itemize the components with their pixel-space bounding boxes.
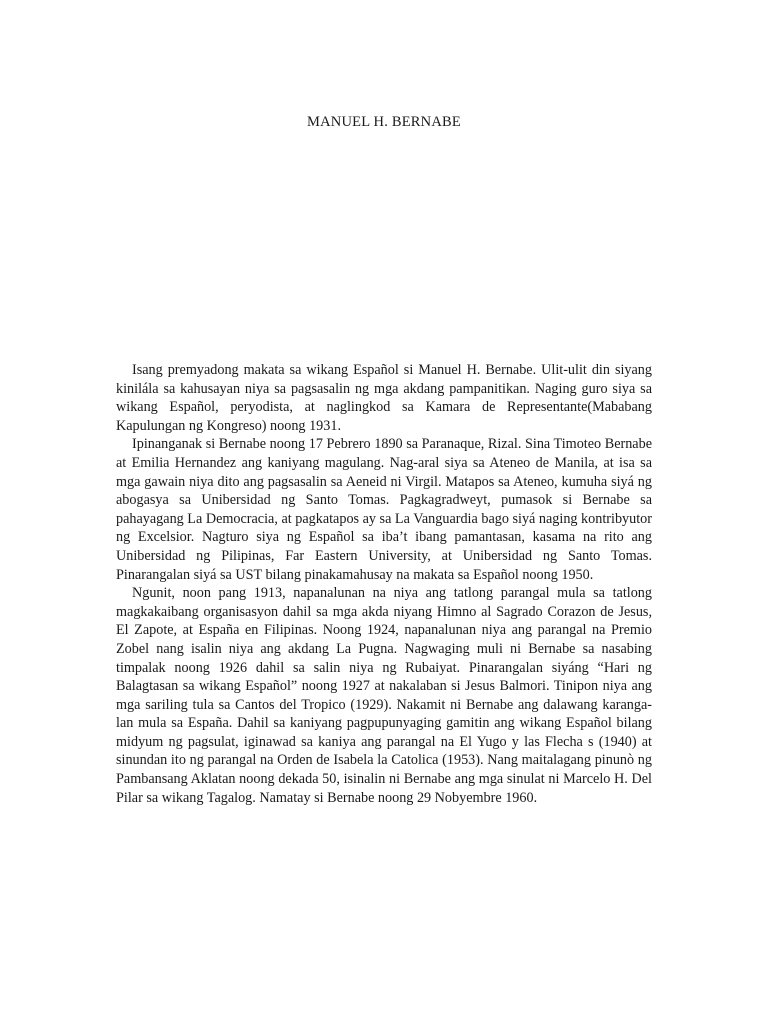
paragraph-awards: Ngunit, noon pang 1913, napanalunan na niya ang tatlong parangal mula sa tatlong magkakaibang organisasyon dahil sa mga akda niyang Himno al Sagrado Corazon de Jesus, El Zapote, at España en Filipinas. Noong 1924, napanalunan niya ang parangal na Premio Zobel nang isalin niya ang akdang La Pugna. Nagwaging muli ni Bernabe sa nasabing timpalak noong 1926 dahil sa salin niya ng Rubaiyat. Pinarangalan siyáng “Hari ng Balagtasan sa wikang Español” noong 1927 at nakalaban si Jesus Balmori. Tinipon niya ang mga sariling tula sa Cantos del Tropico (1929). Nakamit ni Bernabe ang dalawang karanga- lan mula sa España. Dahil sa kaniyang pagpupunyaging gamitin ang wikang Español bilang midyum ng pagsulat, iginawad sa kaniya ang parangal na El Yugo y las Flecha s (1940) at sinundan ito ng parangal na Orden de Isabela la Catolica (1953). Nang maitalagang pinunò ng Pambansang Aklatan noong dekada 50, isinalin ni Bernabe ang mga sinulat ni Marcelo H. Del Pilar sa wikang Tagalog. Namatay si Bernabe noong 29 Nobyembre 1960.	[116, 585, 652, 806]
paragraph-biography: Ipinanganak si Bernabe noong 17 Pebrero 1890 sa Paranaque, Rizal. Sina Timoteo Bernabe at Emilia Hernandez ang kaniyang magulang. Nag-aral siya sa Ateneo de Manila, at isa sa mga gawain niya dito ang pagsasalin sa Aeneid ni Virgil. Matapos sa Ateneo, kumuha siyá ng abogasya sa Unibersidad ng Santo Tomas. Pagkagradweyt, pumasok si Bernabe sa pahayagang La Democracia, at pagkatapos ay sa La Vanguardia bago siyá naging kontribyutor ng Excelsior. Nagturo siya ng Español sa iba’t ibang pamantasan, kasama na rito ang Unibersidad ng Pilipinas, Far Eastern University, at Unibersidad ng Santo Tomas. Pinarangalan siyá sa UST bilang pinakamahusay na makata sa Español noong 1950.	[116, 436, 652, 583]
document-title: MANUEL H. BERNABE	[307, 114, 461, 130]
paragraph-intro: Isang premyadong makata sa wikang Español si Manuel H. Bernabe. Ulit-ulit din siyang kinilála sa kahusayan niya sa pagsasalin ng mga akdang pampanitikan. Naging guro siya sa wikang Español, peryodista, at naglingkod sa Kamara de Representante(Mababang Kapulungan ng Kongreso) noong 1931.	[116, 362, 652, 434]
document-body	[116, 361, 652, 807]
